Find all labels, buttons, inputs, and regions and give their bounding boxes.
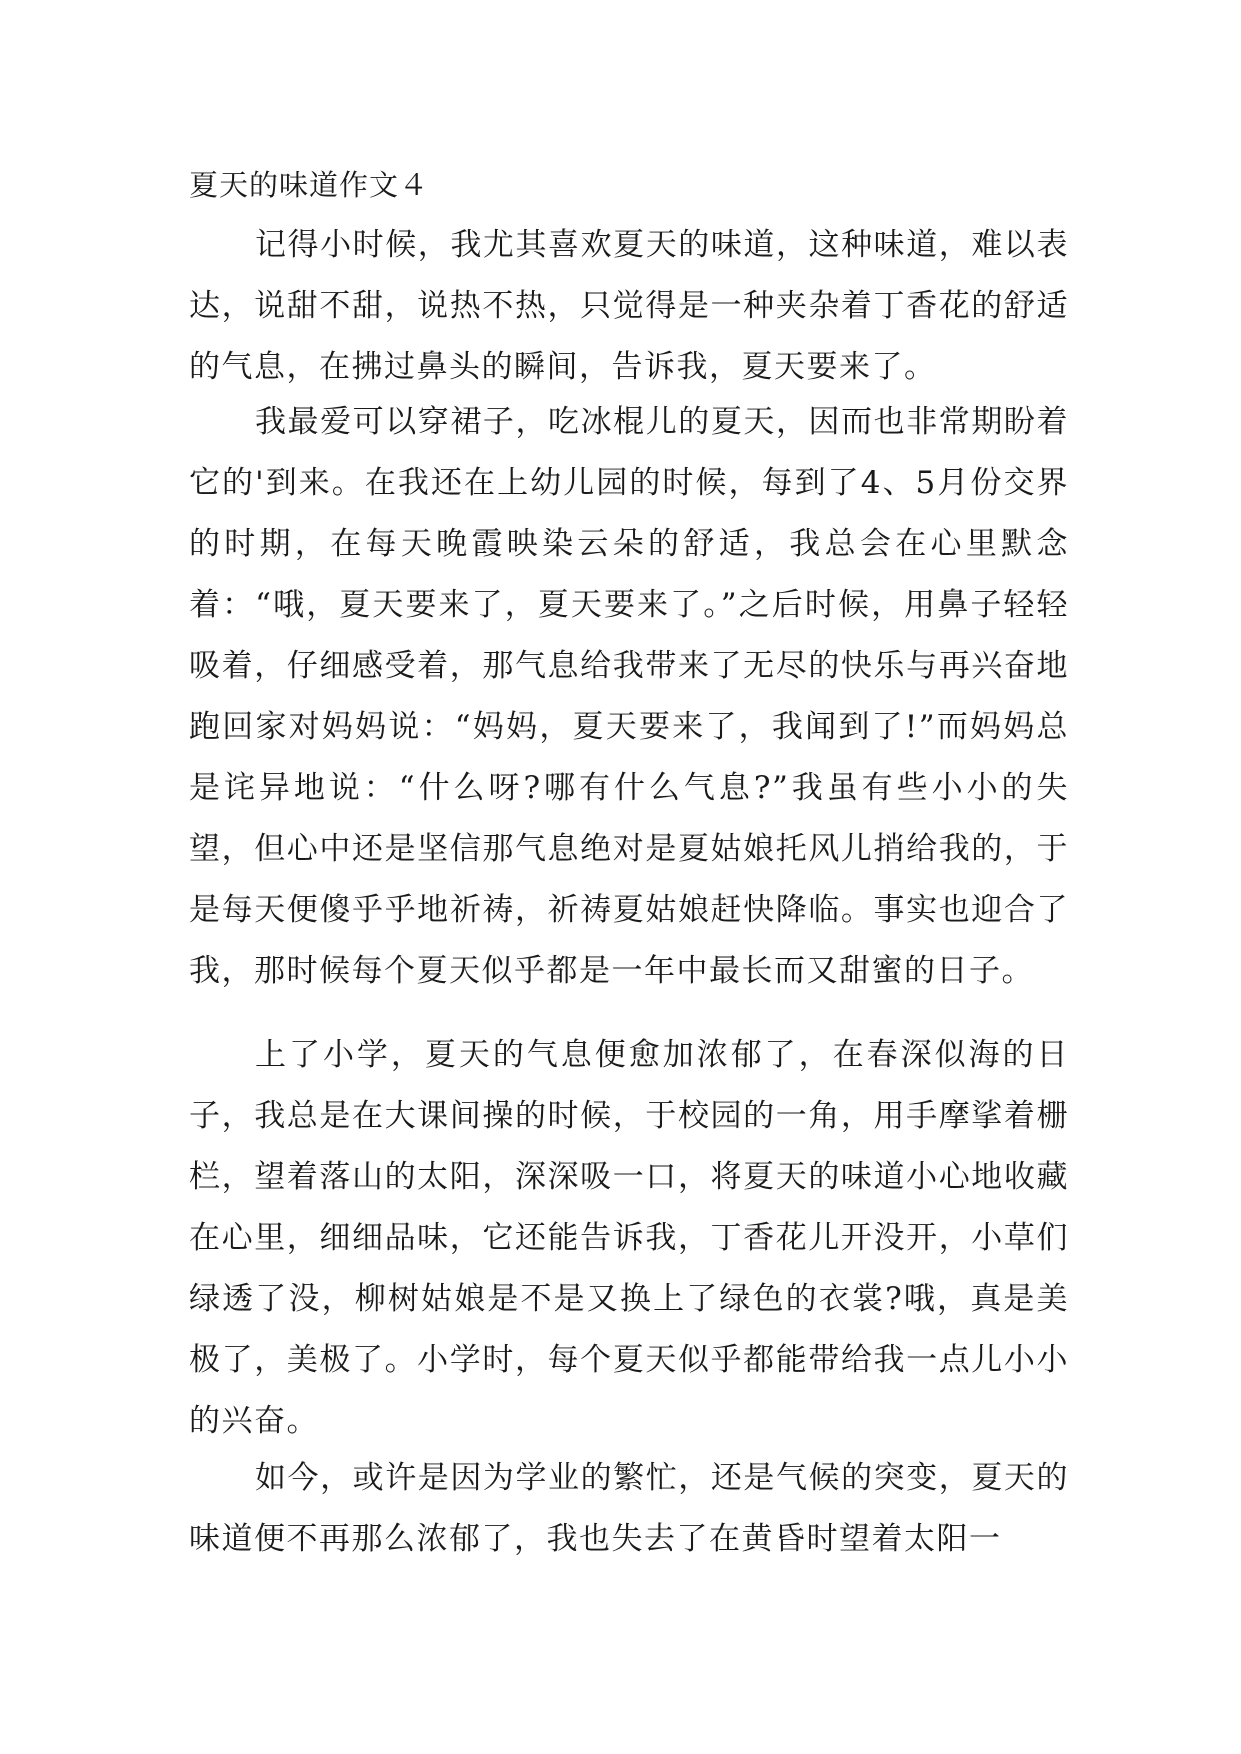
paragraph-2: 我最爱可以穿裙子，吃冰棍儿的夏天，因而也非常期盼着它的'到来。在我还在上幼儿园的时候，每到了4、5月份交界的时期，在每天晚霞映染云朵的舒适，我总会在心里默念着：“哦，夏天要来了，夏天要来了。”之后时候，用鼻子轻轻吸着，仔细感受着，那气息给我带来了无尽的快乐与再兴奋地跑回家对妈妈说：“妈妈，夏天要来了，我闻到了!”而妈妈总是诧异地说：“什么呀?哪有什么气息?”我虽有些小小的失望，但心中还是坚信那气息绝对是夏姑娘托风儿捎给我的，于是每天便傻乎乎地祈祷，祈祷夏姑娘赶快降临。事实也迎合了我，那时候每个夏天似乎都是一年中最长而又甜蜜的日子。 — [189, 404, 1069, 989]
paragraph-3: 上了小学，夏天的气息便愈加浓郁了，在春深似海的日子，我总是在大课间操的时候，于校园的一角，用手摩挲着栅栏，望着落山的太阳，深深吸一口，将夏天的味道小心地收藏在心里，细细品味，它还能告诉我，丁香花儿开没开，小草们绿透了没，柳树姑娘是不是又换上了绿色的衣裳?哦，真是美极了，美极了。小学时，每个夏天似乎都能带给我一点儿小小的兴奋。 — [189, 1037, 1069, 1439]
paragraph-4: 如今，或许是因为学业的繁忙，还是气候的突变，夏天的味道便不再那么浓郁了，我也失去了在黄昏时望着太阳一 — [189, 1460, 1069, 1557]
paragraph-1: 记得小时候，我尤其喜欢夏天的味道，这种味道，难以表达，说甜不甜，说热不热，只觉得是一种夹杂着丁香花的舒适的气息，在拂过鼻头的瞬间，告诉我，夏天要来了。 — [189, 227, 1069, 385]
document-title: 夏天的味道作文４ — [189, 168, 430, 202]
